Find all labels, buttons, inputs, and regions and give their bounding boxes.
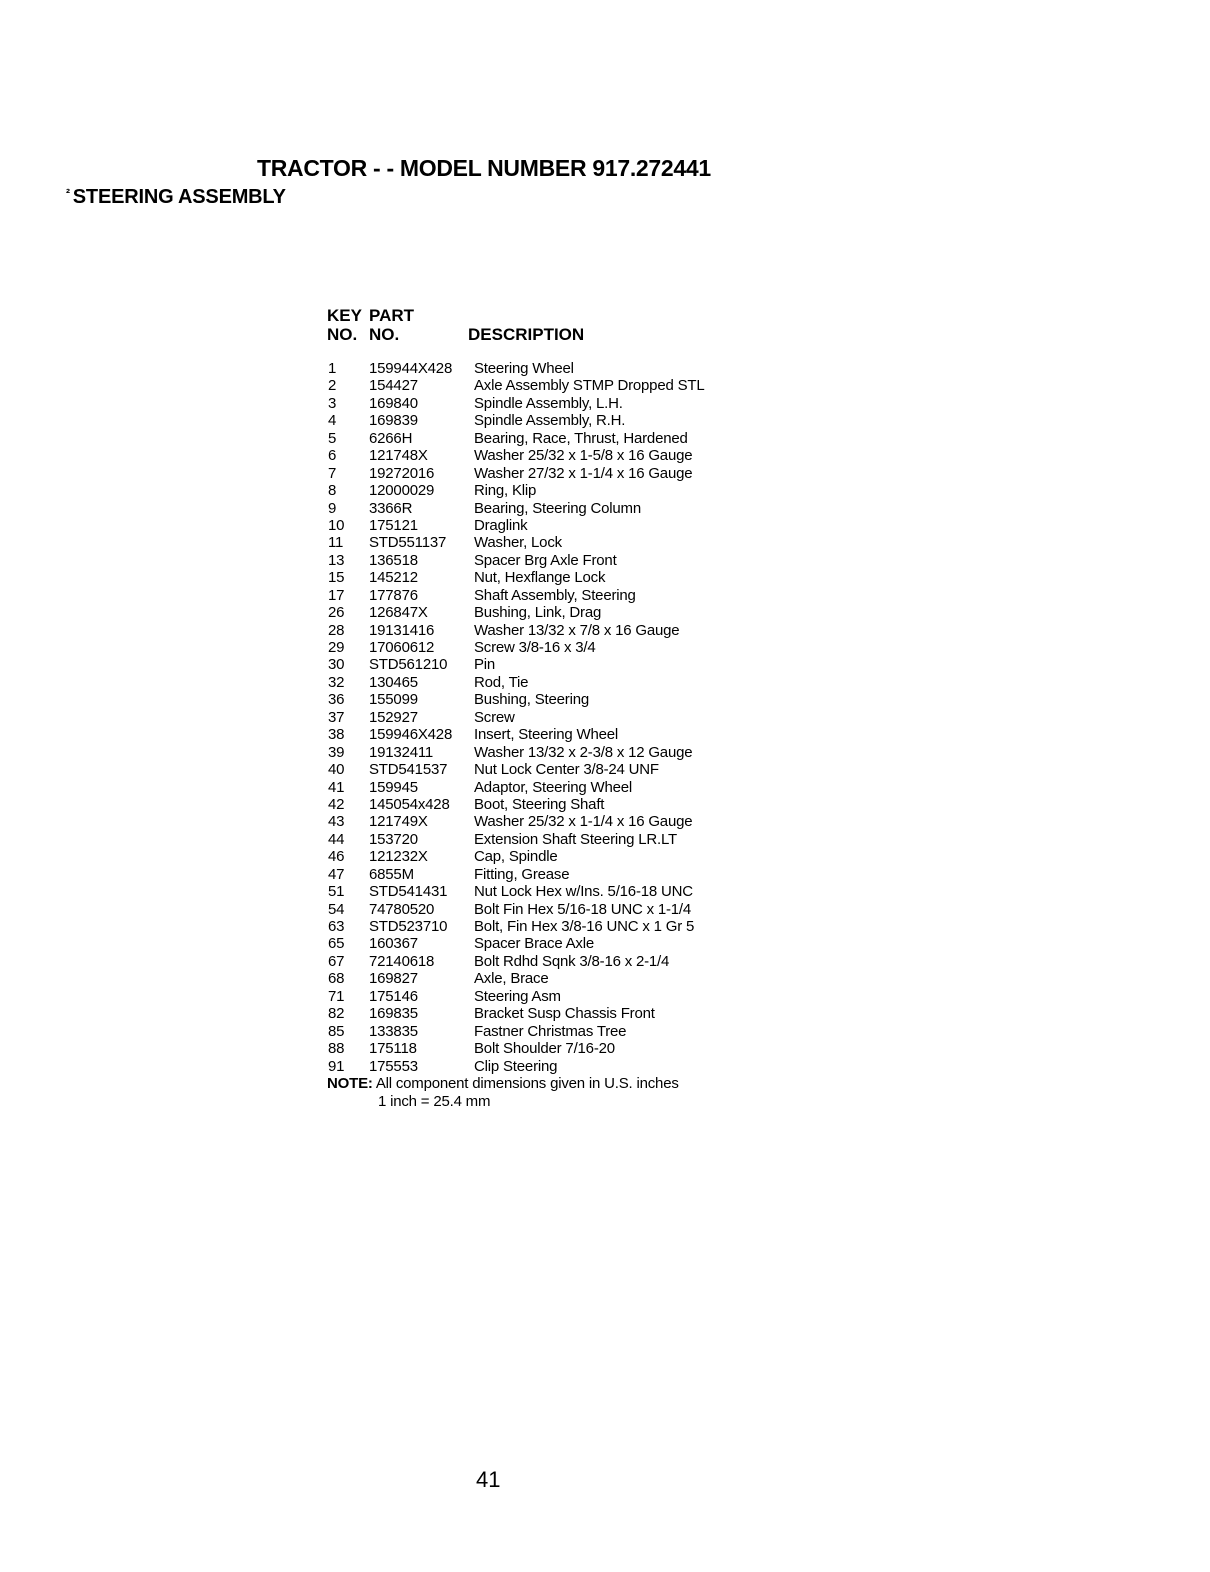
- key-no-cell: 11: [328, 534, 344, 552]
- description-cell: Bolt Rdhd Sqnk 3/8-16 x 2-1/4: [474, 952, 670, 970]
- description-cell: Washer 13/32 x 2-3/8 x 12 Gauge: [474, 743, 693, 761]
- part-no-cell: 145054x428: [369, 795, 450, 813]
- description-cell: Nut Lock Hex w/Ins. 5/16-18 UNC: [474, 883, 693, 901]
- key-no-cell: 51: [328, 883, 345, 901]
- part-no-cell: 145212: [369, 569, 418, 587]
- section-title-text: STEERING ASSEMBLY: [72, 186, 286, 208]
- key-no-cell: 29: [328, 639, 345, 656]
- key-no-cell: 88: [328, 1040, 345, 1058]
- description-cell: Bolt Shoulder 7/16-20: [474, 1040, 615, 1058]
- key-no-cell: 2: [328, 377, 337, 395]
- page-number: 41: [476, 1467, 501, 1492]
- description-cell: Nut Lock Center 3/8-24 UNF: [474, 761, 659, 779]
- description-cell: Washer 27/32 x 1-1/4 x 16 Gauge: [474, 464, 693, 482]
- key-no-cell: 44: [328, 830, 345, 848]
- part-no-cell: 19132411: [369, 743, 434, 761]
- description-cell: Washer 25/32 x 1-5/8 x 16 Gauge: [474, 447, 693, 465]
- page-title: TRACTOR - - MODEL NUMBER 917.272441: [257, 155, 711, 181]
- part-no-cell: 136518: [369, 551, 418, 569]
- part-no-cell: 126847X: [369, 604, 428, 622]
- key-no-cell: 67: [328, 952, 345, 970]
- key-no-cell: 41: [328, 778, 345, 796]
- dimension-note: [327, 1075, 679, 1111]
- description-cell: Screw 3/8-16 x 3/4: [474, 639, 596, 656]
- description-cell: Washer, Lock: [474, 534, 562, 552]
- key-no-cell: 46: [328, 848, 345, 866]
- part-no-cell: 175553: [369, 1057, 418, 1075]
- description-cell: Bolt, Fin Hex 3/8-16 UNC x 1 Gr 5: [474, 918, 695, 935]
- part-no-cell: 175118: [369, 1040, 417, 1058]
- note-label: NOTE:: [327, 1075, 373, 1092]
- description-cell: Shaft Assembly, Steering: [474, 586, 636, 604]
- key-no-cell: 3: [328, 394, 337, 412]
- part-no-cell: 159944X428: [369, 360, 453, 377]
- description-cell: Pin: [474, 656, 496, 674]
- description-cell: Nut, Hexflange Lock: [474, 569, 606, 587]
- part-no-cell: STD551137: [369, 534, 447, 552]
- part-no-cell: 160367: [369, 935, 418, 953]
- key-no-cell: 47: [328, 865, 345, 883]
- key-no-cell: 65: [328, 935, 345, 953]
- key-no-cell: 42: [328, 795, 345, 813]
- part-no-cell: 169835: [369, 1005, 418, 1023]
- key-no-cell: 26: [328, 604, 345, 622]
- key-no-cell: 7: [328, 464, 337, 482]
- section-footnote-mark: ²: [66, 186, 70, 200]
- note-conversion: 1 inch = 25.4 mm: [378, 1093, 491, 1110]
- key-no-cell: 32: [328, 673, 345, 691]
- key-no-cell: 38: [328, 726, 345, 744]
- part-no-cell: STD523710: [369, 918, 448, 935]
- section-title: [66, 186, 286, 209]
- part-no-cell: 121232X: [369, 848, 428, 866]
- description-cell: Spindle Assembly, R.H.: [474, 412, 626, 430]
- key-header-line2: NO.: [327, 325, 358, 344]
- key-no-cell: 4: [328, 412, 337, 430]
- description-cell: Bracket Susp Chassis Front: [474, 1005, 655, 1023]
- key-no-cell: 40: [328, 761, 345, 779]
- description-cell: Fitting, Grease: [474, 865, 570, 883]
- part-no-cell: STD541537: [369, 761, 448, 779]
- part-no-cell: 17060612: [369, 639, 435, 656]
- description-cell: Steering Wheel: [474, 360, 574, 377]
- description-cell: Axle Assembly STMP Dropped STL: [474, 377, 705, 395]
- description-cell: Fastner Christmas Tree: [474, 1022, 627, 1040]
- key-no-cell: 1: [328, 360, 337, 377]
- description-cell: Bushing, Link, Drag: [474, 604, 602, 622]
- key-no-cell: 15: [328, 569, 345, 587]
- key-no-cell: 9: [328, 499, 337, 517]
- description-cell: Bolt Fin Hex 5/16-18 UNC x 1-1/4: [474, 900, 692, 918]
- note-text: All component dimensions given in U.S. inches: [375, 1075, 679, 1092]
- description-cell: Spacer Brace Axle: [474, 935, 594, 953]
- description-cell: Boot, Steering Shaft: [474, 795, 605, 813]
- description-header: DESCRIPTION: [468, 325, 585, 344]
- description-cell: Bearing, Race, Thrust, Hardened: [474, 429, 688, 447]
- part-no-cell: 155099: [369, 691, 418, 709]
- description-cell: Steering Asm: [474, 987, 561, 1005]
- part-no-cell: 12000029: [369, 482, 435, 500]
- part-no-cell: 177876: [369, 586, 418, 604]
- key-no-cell: 30: [328, 656, 345, 674]
- description-cell: Axle, Brace: [474, 970, 549, 988]
- part-no-cell: 133835: [369, 1022, 418, 1040]
- description-cell: Washer 13/32 x 7/8 x 16 Gauge: [474, 621, 680, 639]
- part-no-cell: 175146: [369, 987, 418, 1005]
- description-cell: Washer 25/32 x 1-1/4 x 16 Gauge: [474, 813, 693, 831]
- part-no-cell: STD561210: [369, 656, 448, 674]
- key-no-cell: 71: [328, 987, 345, 1005]
- key-no-cell: 85: [328, 1022, 345, 1040]
- part-header-line2: NO.: [369, 325, 400, 344]
- key-no-cell: 68: [328, 970, 345, 988]
- key-no-cell: 17: [328, 586, 345, 604]
- description-cell: Draglink: [474, 516, 528, 534]
- description-cell: Insert, Steering Wheel: [474, 726, 619, 744]
- part-no-cell: 6266H: [369, 429, 413, 447]
- key-no-cell: 36: [328, 691, 345, 709]
- key-no-cell: 28: [328, 621, 345, 639]
- key-no-cell: 10: [328, 516, 345, 534]
- description-cell: Bearing, Steering Column: [474, 499, 641, 517]
- description-cell: Spindle Assembly, L.H.: [474, 394, 623, 412]
- description-cell: Extension Shaft Steering LR.LT: [474, 830, 678, 848]
- part-no-cell: 152927: [369, 708, 418, 726]
- key-no-cell: 43: [328, 813, 345, 831]
- part-no-cell: 72140618: [369, 952, 435, 970]
- part-no-cell: 121749X: [369, 813, 428, 831]
- description-cell: Screw: [474, 708, 515, 726]
- description-cell: Adaptor, Steering Wheel: [474, 778, 632, 796]
- description-cell: Clip Steering: [474, 1057, 558, 1075]
- part-no-cell: 74780520: [369, 900, 435, 918]
- part-no-cell: 19131416: [369, 621, 435, 639]
- key-no-cell: 63: [328, 918, 345, 935]
- part-no-cell: 154427: [369, 377, 418, 395]
- description-cell: Rod, Tie: [474, 673, 529, 691]
- part-no-cell: 6855M: [369, 865, 414, 883]
- key-header-line1: KEY: [327, 306, 362, 325]
- part-no-cell: 3366R: [369, 499, 413, 517]
- part-no-cell: 153720: [369, 830, 418, 848]
- part-no-cell: 159945: [369, 778, 418, 796]
- key-no-cell: 39: [328, 743, 345, 761]
- description-cell: Ring, Klip: [474, 482, 537, 500]
- key-no-cell: 54: [328, 900, 345, 918]
- part-no-cell: 159946X428: [369, 726, 453, 744]
- part-no-cell: 19272016: [369, 464, 435, 482]
- part-no-cell: 169840: [369, 394, 418, 412]
- part-no-cell: 169827: [369, 970, 418, 988]
- key-no-cell: 82: [328, 1005, 345, 1023]
- part-no-cell: 121748X: [369, 447, 428, 465]
- part-header-line1: PART: [369, 306, 415, 325]
- part-no-cell: 169839: [369, 412, 418, 430]
- description-cell: Cap, Spindle: [474, 848, 558, 866]
- description-cell: Bushing, Steering: [474, 691, 590, 709]
- key-no-cell: 5: [328, 429, 337, 447]
- key-no-cell: 8: [328, 482, 337, 500]
- key-no-cell: 6: [328, 447, 337, 465]
- key-no-cell: 91: [328, 1057, 345, 1075]
- key-no-cell: 37: [328, 708, 345, 726]
- key-no-cell: 13: [328, 551, 345, 569]
- part-no-cell: 130465: [369, 673, 418, 691]
- part-no-cell: 175121: [369, 516, 418, 534]
- part-no-cell: STD541431: [369, 883, 448, 901]
- description-cell: Spacer Brg Axle Front: [474, 551, 617, 569]
